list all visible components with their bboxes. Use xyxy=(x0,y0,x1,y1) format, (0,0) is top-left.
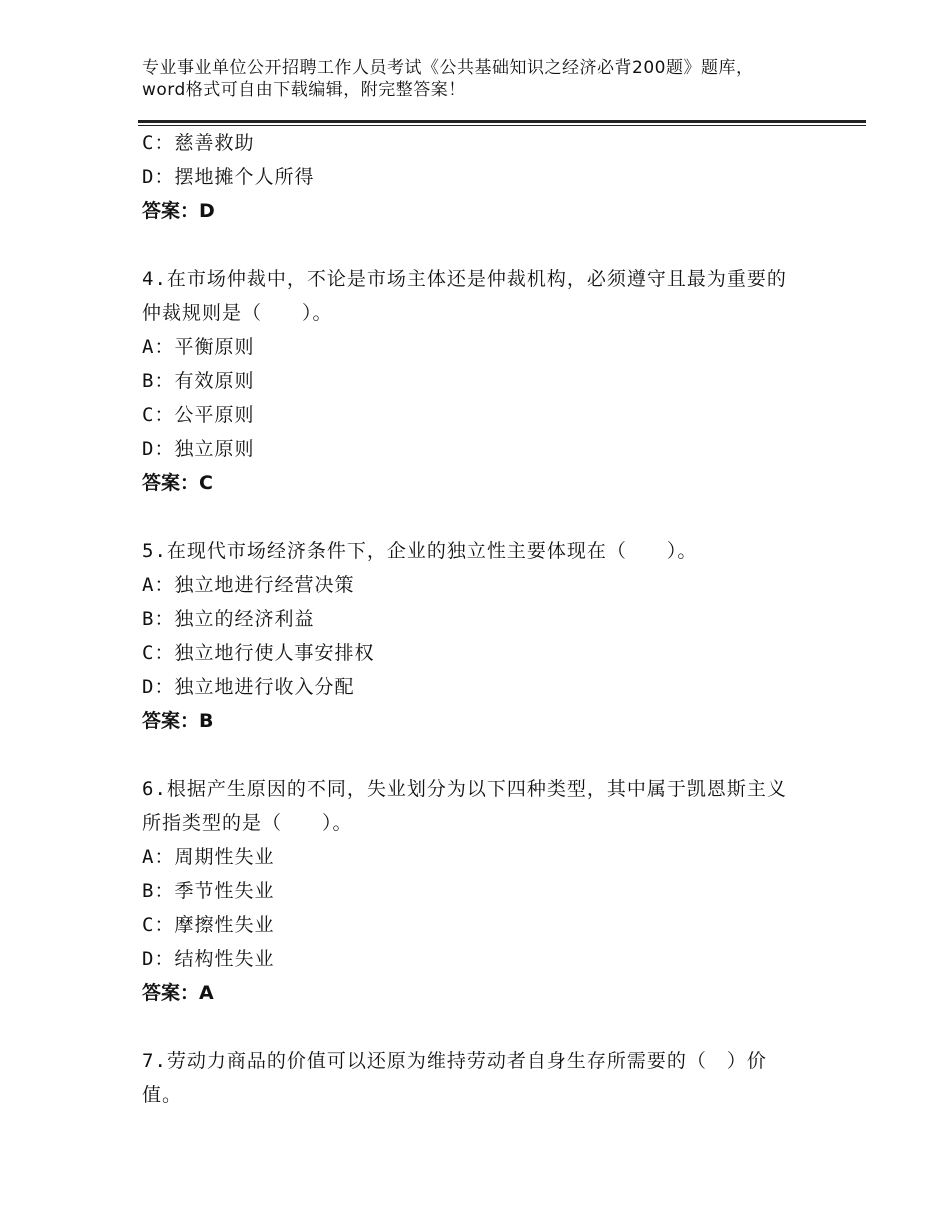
option-a: A：平衡原则 xyxy=(142,336,255,358)
answer: 答案：A xyxy=(142,982,214,1004)
answer: 答案：C xyxy=(142,472,213,494)
option-b: B：独立的经济利益 xyxy=(142,608,315,630)
header-title: 专业事业单位公开招聘工作人员考试《公共基础知识之经济必背200题》题库，word格式可自由下载编辑，附完整答案！ xyxy=(142,58,754,100)
question-5-text: 5.在现代市场经济条件下，企业的独立性主要体现在（ ）。 xyxy=(142,540,698,562)
option-b: B：有效原则 xyxy=(142,370,255,392)
question-6-text: 6.根据产生原因的不同，失业划分为以下四种类型，其中属于凯恩斯主义所指类型的是（ ）。 xyxy=(142,778,787,834)
answer: 答案：D xyxy=(142,200,215,222)
option-d: D：独立原则 xyxy=(142,438,255,460)
question-7-text: 7.劳动力商品的价值可以还原为维持劳动者自身生存所需要的（ ）价值。 xyxy=(142,1050,767,1106)
option-c: C：慈善救助 xyxy=(142,132,255,154)
option-b: B：季节性失业 xyxy=(142,880,275,902)
answer: 答案：B xyxy=(142,710,214,732)
option-a: A：周期性失业 xyxy=(142,846,275,868)
option-d: D：结构性失业 xyxy=(142,948,275,970)
question-4-text: 4.在市场仲裁中，不论是市场主体还是仲裁机构，必须遵守且最为重要的仲裁规则是（ ）。 xyxy=(142,268,787,324)
option-a: A：独立地进行经营决策 xyxy=(142,574,355,596)
option-d: D：独立地进行收入分配 xyxy=(142,676,355,698)
document-body xyxy=(142,126,802,1112)
header-divider xyxy=(138,120,866,123)
option-c: C：独立地行使人事安排权 xyxy=(142,642,375,664)
page-header xyxy=(142,57,782,101)
option-c: C：摩擦性失业 xyxy=(142,914,275,936)
option-c: C：公平原则 xyxy=(142,404,255,426)
option-d: D：摆地摊个人所得 xyxy=(142,166,315,188)
